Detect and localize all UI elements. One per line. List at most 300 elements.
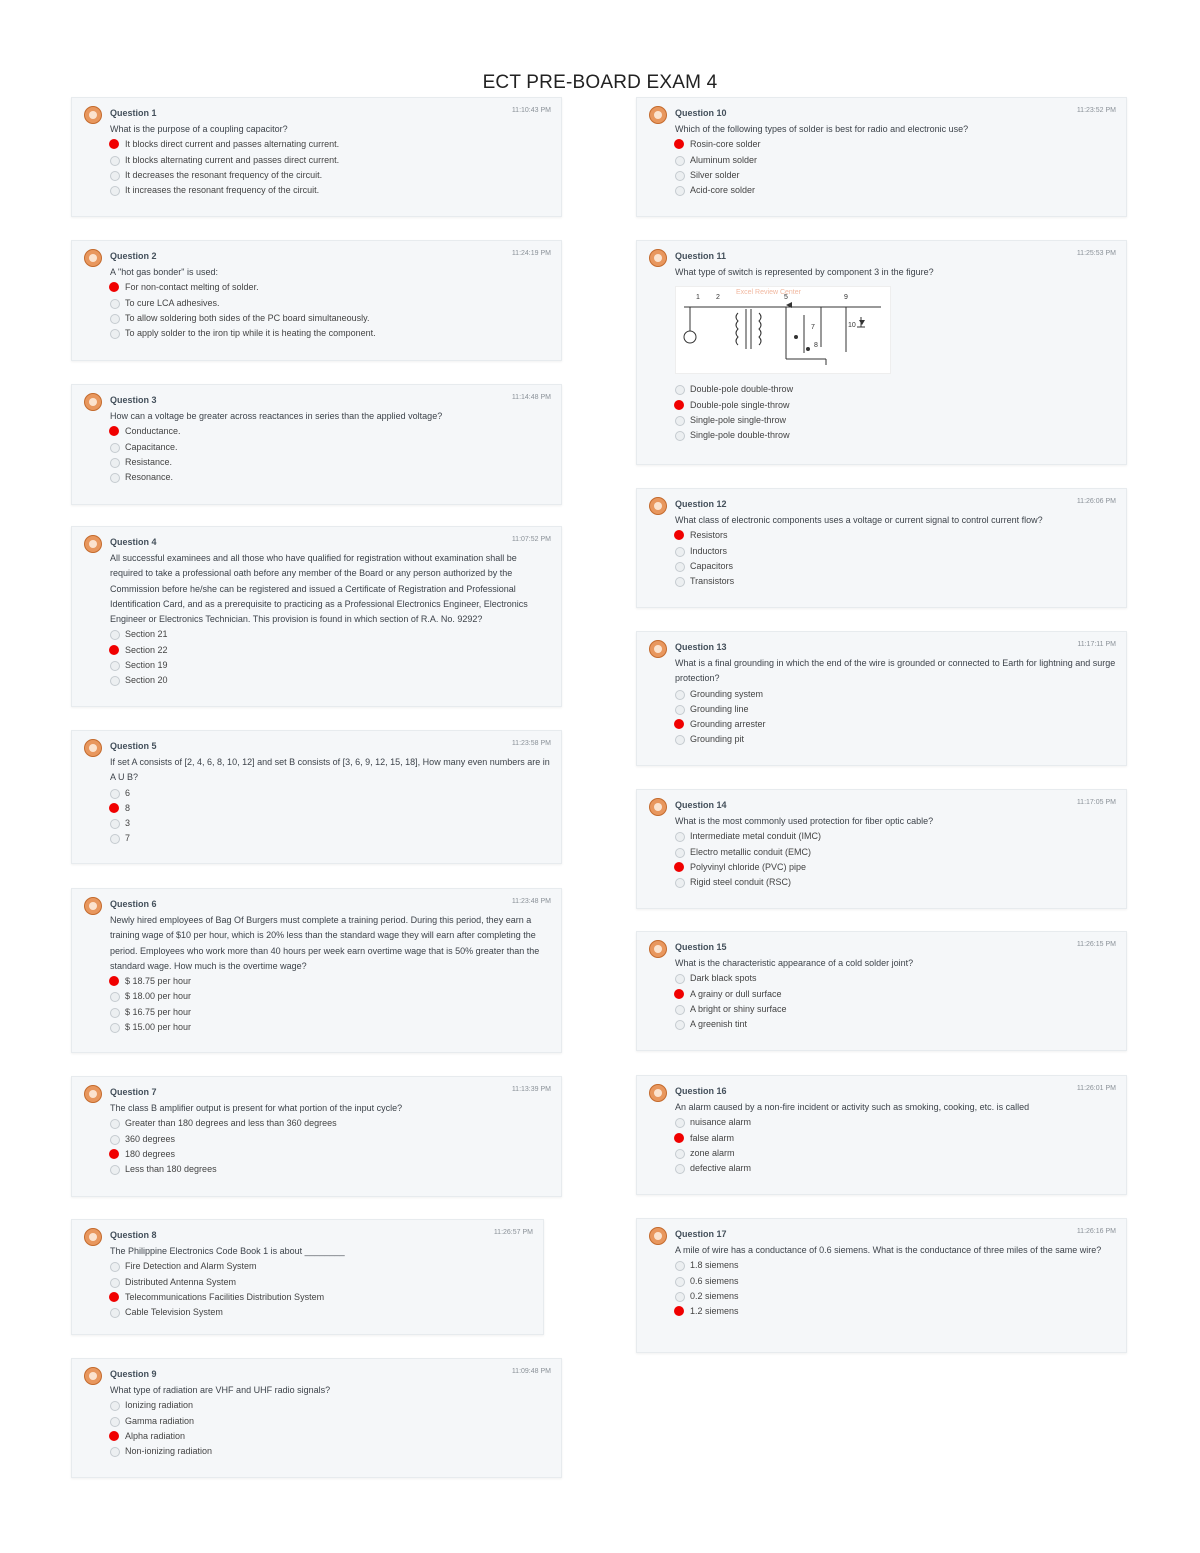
option-label: Transistors [690, 576, 735, 587]
answer-option[interactable] [110, 137, 551, 152]
answer-option[interactable] [110, 831, 551, 846]
radio-icon[interactable] [675, 848, 685, 858]
radio-icon[interactable] [675, 156, 685, 166]
radio-icon[interactable] [675, 416, 685, 426]
option-label: Non-ionizing radiation [125, 1446, 213, 1457]
option-label: Alpha radiation [125, 1430, 186, 1441]
selected-radio-icon[interactable] [674, 400, 684, 410]
question-card [71, 1076, 562, 1197]
question-card [636, 240, 1127, 465]
option-label: Double-pole double-throw [690, 384, 794, 395]
radio-icon[interactable] [675, 690, 685, 700]
answer-option[interactable] [675, 845, 1116, 860]
avatar [649, 249, 667, 267]
answer-option[interactable] [675, 1161, 1116, 1176]
question-timestamp: 11:10:43 PM [511, 107, 551, 114]
question-header [84, 1366, 551, 1382]
radio-icon[interactable] [675, 1005, 685, 1015]
answer-option[interactable] [110, 1414, 551, 1429]
options-list [110, 280, 551, 341]
option-label: defective alarm [690, 1163, 752, 1174]
page-title: ECT PRE-BOARD EXAM 4 [482, 72, 718, 93]
answer-option[interactable] [110, 326, 551, 341]
question-timestamp: 11:09:48 PM [511, 1368, 551, 1375]
option-label: Gamma radiation [125, 1415, 195, 1426]
answer-option[interactable] [110, 183, 551, 198]
circuit-diagram [676, 287, 888, 371]
answer-option[interactable] [110, 1259, 533, 1274]
option-label: Grounding pit [690, 734, 745, 745]
selected-radio-icon[interactable] [674, 139, 684, 149]
answer-option[interactable] [110, 311, 551, 326]
option-label: It increases the resonant frequency of the circuit. [125, 185, 320, 196]
answer-option[interactable] [110, 1275, 533, 1290]
answer-option[interactable] [675, 1304, 1116, 1319]
option-label: Capacitors [690, 560, 734, 571]
option-label: Silver solder [690, 169, 740, 180]
question-text: How can a voltage be greater across reactances in series than the applied voltage? [110, 411, 443, 421]
option-label: Conductance. [125, 426, 181, 437]
radio-icon[interactable] [110, 1023, 120, 1033]
question-label: Question 15 [675, 942, 727, 952]
answer-option[interactable] [675, 860, 1116, 875]
answer-option[interactable] [110, 153, 551, 168]
question-label: Question 10 [675, 108, 727, 118]
option-label: zone alarm [690, 1147, 735, 1158]
radio-icon[interactable] [675, 974, 685, 984]
radio-icon[interactable] [110, 299, 120, 309]
answer-option[interactable] [675, 382, 1116, 397]
selected-radio-icon[interactable] [109, 645, 119, 655]
option-label: 6 [125, 787, 131, 798]
answer-option[interactable] [675, 687, 1116, 702]
radio-icon[interactable] [110, 1417, 120, 1427]
answer-option[interactable] [110, 470, 551, 485]
question-label: Question 11 [675, 251, 727, 261]
answer-option[interactable] [675, 1017, 1116, 1032]
question-label: Question 13 [675, 642, 727, 652]
radio-icon[interactable] [110, 630, 120, 640]
radio-icon[interactable] [675, 186, 685, 196]
selected-radio-icon[interactable] [109, 139, 119, 149]
radio-icon[interactable] [675, 705, 685, 715]
answer-option[interactable] [675, 398, 1116, 413]
option-label: Resonance. [125, 472, 174, 483]
answer-option[interactable] [675, 183, 1116, 198]
question-card [71, 240, 562, 361]
option-label: Distributed Antenna System [125, 1276, 237, 1287]
option-label: Section 20 [125, 675, 168, 686]
question-label: Question 17 [675, 1229, 727, 1239]
options-list [675, 1115, 1116, 1176]
answer-option[interactable] [675, 971, 1116, 986]
question-timestamp: 11:23:48 PM [511, 898, 551, 905]
answer-option[interactable] [675, 1002, 1116, 1017]
radio-icon[interactable] [110, 1165, 120, 1175]
option-label: Greater than 180 degrees and less than 360 degrees [125, 1118, 337, 1129]
avatar [84, 1228, 102, 1246]
question-header [649, 248, 1116, 264]
question-card [71, 1358, 562, 1478]
option-label: It blocks alternating current and passes direct current. [125, 154, 340, 165]
selected-radio-icon[interactable] [674, 719, 684, 729]
answer-option[interactable] [110, 168, 551, 183]
question-text: What is the characteristic appearance of a cold solder joint? [675, 958, 914, 968]
radio-icon[interactable] [675, 1292, 685, 1302]
radio-icon[interactable] [675, 385, 685, 395]
selected-radio-icon[interactable] [674, 862, 684, 872]
question-header [649, 1226, 1116, 1242]
question-header [84, 392, 551, 408]
radio-icon[interactable] [110, 819, 120, 829]
option-label: Ionizing radiation [125, 1400, 194, 1411]
radio-icon[interactable] [675, 577, 685, 587]
question-card [636, 97, 1127, 217]
radio-icon[interactable] [675, 878, 685, 888]
answer-option[interactable] [675, 559, 1116, 574]
question-header [649, 939, 1116, 955]
question-text: What is a final grounding in which the end of the wire is grounded or connected to Earth for lightning and surge protection? [675, 658, 1116, 684]
avatar [84, 535, 102, 553]
radio-icon[interactable] [675, 1149, 685, 1159]
answer-option[interactable] [110, 1162, 551, 1177]
selected-radio-icon[interactable] [109, 1149, 119, 1159]
question-text: What is the purpose of a coupling capacitor? [110, 124, 288, 134]
question-timestamp: 11:24:19 PM [511, 250, 551, 257]
svg-text:9: 9 [844, 294, 848, 302]
question-timestamp: 11:23:52 PM [1076, 107, 1116, 114]
question-card [71, 97, 562, 217]
answer-option[interactable] [675, 987, 1116, 1002]
answer-option[interactable] [110, 673, 551, 688]
question-header [84, 896, 551, 912]
option-label: Dark black spots [690, 973, 757, 984]
question-card [636, 789, 1127, 909]
answer-option[interactable] [675, 544, 1116, 559]
question-label: Question 2 [110, 251, 157, 261]
avatar [649, 940, 667, 958]
question-card [71, 384, 562, 505]
option-label: Resistors [690, 530, 728, 541]
selected-radio-icon[interactable] [109, 1292, 119, 1302]
question-header [84, 738, 551, 754]
question-label: Question 5 [110, 741, 157, 751]
selected-radio-icon[interactable] [109, 1431, 119, 1441]
answer-option[interactable] [110, 424, 551, 439]
question-label: Question 3 [110, 395, 157, 405]
question-header [84, 1084, 551, 1100]
svg-text:10: 10 [848, 322, 856, 330]
options-list [675, 137, 1116, 198]
answer-option[interactable] [110, 1398, 551, 1413]
option-label: To cure LCA adhesives. [125, 297, 220, 308]
question-label: Question 1 [110, 108, 157, 118]
figure-watermark: Excel Review Center [736, 289, 801, 297]
question-header [84, 534, 551, 550]
answer-option[interactable] [110, 1116, 551, 1131]
answer-option[interactable] [110, 1020, 551, 1035]
question-header [84, 248, 551, 264]
option-label: A greenish tint [690, 1019, 748, 1030]
question-card [71, 730, 562, 864]
radio-icon[interactable] [675, 431, 685, 441]
option-label: 1.2 siemens [690, 1306, 739, 1317]
answer-option[interactable] [110, 801, 551, 816]
radio-icon[interactable] [110, 1135, 120, 1145]
option-label: Polyvinyl chloride (PVC) pipe [690, 861, 807, 872]
question-timestamp: 11:26:06 PM [1076, 498, 1116, 505]
answer-option[interactable] [675, 732, 1116, 747]
answer-option[interactable] [110, 974, 551, 989]
options-list [675, 382, 1116, 443]
radio-icon[interactable] [675, 1261, 685, 1271]
answer-option[interactable] [110, 1305, 533, 1320]
answer-option[interactable] [110, 1147, 551, 1162]
question-card [636, 931, 1127, 1051]
answer-option[interactable] [110, 1005, 551, 1020]
selected-radio-icon[interactable] [109, 976, 119, 986]
avatar [84, 739, 102, 757]
question-header [84, 105, 551, 121]
circuit-figure [675, 286, 891, 374]
answer-option[interactable] [110, 1444, 551, 1459]
radio-icon[interactable] [110, 789, 120, 799]
answer-option[interactable] [675, 717, 1116, 732]
question-card [636, 488, 1127, 608]
question-text: What type of radiation are VHF and UHF radio signals? [110, 1385, 331, 1395]
question-label: Question 8 [110, 1230, 157, 1240]
radio-icon[interactable] [110, 1447, 120, 1457]
options-list [110, 974, 551, 1035]
radio-icon[interactable] [675, 171, 685, 181]
radio-icon[interactable] [110, 1278, 120, 1288]
radio-icon[interactable] [675, 1277, 685, 1287]
answer-option[interactable] [675, 528, 1116, 543]
selected-radio-icon[interactable] [109, 803, 119, 813]
option-label: Fire Detection and Alarm System [125, 1261, 257, 1272]
option-label: 0.2 siemens [690, 1290, 739, 1301]
answer-option[interactable] [675, 702, 1116, 717]
radio-icon[interactable] [110, 458, 120, 468]
radio-icon[interactable] [110, 1008, 120, 1018]
options-list [675, 1258, 1116, 1319]
question-label: Question 14 [675, 800, 727, 810]
question-timestamp: 11:23:58 PM [511, 740, 551, 747]
options-list [675, 687, 1116, 748]
radio-icon[interactable] [675, 1020, 685, 1030]
question-text: Which of the following types of solder is best for radio and electronic use? [675, 124, 969, 134]
question-text: All successful examinees and all those who have qualified for registration without examination shall be required to take a professional oath before any member of the Board or any person authorized by the Commission before he/she can be registered and issued a Certificate of Registration and Professional Identification Card, and as a prerequisite to practicing as a Professional Electronics Engineer, Electronics Engineer or Electronics Technician. This provision is found in which section of R.A. No. 9292? [110, 553, 528, 625]
radio-icon[interactable] [110, 1308, 120, 1318]
answer-option[interactable] [675, 1115, 1116, 1130]
option-label: Grounding line [690, 703, 749, 714]
question-header [649, 105, 1116, 121]
question-card [71, 888, 562, 1053]
option-label: Cable Television System [125, 1307, 223, 1318]
answer-option[interactable] [675, 1258, 1116, 1273]
avatar [649, 640, 667, 658]
option-label: A grainy or dull surface [690, 988, 782, 999]
radio-icon[interactable] [110, 473, 120, 483]
avatar [649, 497, 667, 515]
option-label: 180 degrees [125, 1148, 176, 1159]
options-list [110, 627, 551, 688]
options-list [110, 137, 551, 198]
answer-option[interactable] [675, 574, 1116, 589]
avatar [84, 897, 102, 915]
option-label: Rosin-core solder [690, 139, 761, 150]
radio-icon[interactable] [675, 1118, 685, 1128]
question-timestamp: 11:25:53 PM [1076, 250, 1116, 257]
option-label: nuisance alarm [690, 1117, 752, 1128]
avatar [84, 393, 102, 411]
answer-option[interactable] [675, 428, 1116, 443]
question-label: Question 9 [110, 1369, 157, 1379]
question-header [84, 1227, 533, 1243]
answer-option[interactable] [110, 1132, 551, 1147]
question-text: What class of electronic components uses a voltage or current signal to control current flow? [675, 515, 1043, 525]
question-header [649, 1083, 1116, 1099]
radio-icon[interactable] [110, 314, 120, 324]
options-list [675, 971, 1116, 1032]
option-label: Grounding system [690, 688, 764, 699]
answer-option[interactable] [110, 440, 551, 455]
options-list [675, 528, 1116, 589]
selected-radio-icon[interactable] [109, 282, 119, 292]
selected-radio-icon[interactable] [674, 1133, 684, 1143]
answer-option[interactable] [675, 829, 1116, 844]
option-label: 0.6 siemens [690, 1275, 739, 1286]
avatar [84, 106, 102, 124]
question-timestamp: 11:17:05 PM [1076, 799, 1116, 806]
selected-radio-icon[interactable] [109, 426, 119, 436]
svg-text:5: 5 [784, 294, 788, 302]
question-label: Question 16 [675, 1086, 727, 1096]
avatar [649, 798, 667, 816]
option-label: Grounding arrester [690, 719, 766, 730]
answer-option[interactable] [110, 1429, 551, 1444]
question-timestamp: 11:26:16 PM [1076, 1228, 1116, 1235]
radio-icon[interactable] [110, 443, 120, 453]
answer-option[interactable] [675, 153, 1116, 168]
answer-option[interactable] [110, 280, 551, 295]
answer-option[interactable] [110, 627, 551, 642]
answer-option[interactable] [110, 658, 551, 673]
option-label: Intermediate metal conduit (IMC) [690, 831, 822, 842]
radio-icon[interactable] [110, 329, 120, 339]
answer-option[interactable] [675, 1146, 1116, 1161]
avatar [649, 1227, 667, 1245]
radio-icon[interactable] [110, 1119, 120, 1129]
answer-option[interactable] [675, 875, 1116, 890]
option-label: Capacitance. [125, 441, 178, 452]
options-list [110, 424, 551, 485]
svg-text:2: 2 [716, 294, 720, 302]
radio-icon[interactable] [675, 832, 685, 842]
answer-option[interactable] [110, 786, 551, 801]
option-label: $ 18.00 per hour [125, 991, 192, 1002]
selected-radio-icon[interactable] [674, 989, 684, 999]
option-label: Acid-core solder [690, 185, 756, 196]
radio-icon[interactable] [110, 1401, 120, 1411]
svg-text:7: 7 [811, 324, 815, 332]
option-label: Section 19 [125, 660, 168, 671]
option-label: Inductors [690, 545, 728, 556]
question-timestamp: 11:14:48 PM [511, 394, 551, 401]
question-card [636, 1218, 1127, 1353]
selected-radio-icon[interactable] [674, 1306, 684, 1316]
answer-option[interactable] [675, 1274, 1116, 1289]
option-label: It blocks direct current and passes alternating current. [125, 139, 340, 150]
radio-icon[interactable] [110, 156, 120, 166]
radio-icon[interactable] [675, 1164, 685, 1174]
answer-option[interactable] [110, 1290, 533, 1305]
question-text: If set A consists of [2, 4, 6, 8, 10, 12] and set B consists of [3, 6, 9, 12, 15, 18], How many even numbers are in A U B? [110, 757, 550, 783]
option-label: Section 21 [125, 629, 168, 640]
radio-icon[interactable] [110, 186, 120, 196]
answer-option[interactable] [110, 816, 551, 831]
answer-option[interactable] [675, 413, 1116, 428]
answer-option[interactable] [110, 989, 551, 1004]
answer-option[interactable] [110, 455, 551, 470]
radio-icon[interactable] [110, 834, 120, 844]
radio-icon[interactable] [110, 1262, 120, 1272]
radio-icon[interactable] [110, 676, 120, 686]
question-label: Question 4 [110, 537, 157, 547]
radio-icon[interactable] [675, 547, 685, 557]
selected-radio-icon[interactable] [674, 530, 684, 540]
options-list [110, 1116, 551, 1177]
answer-option[interactable] [675, 168, 1116, 183]
question-text: The Philippine Electronics Code Book 1 is about ________ [110, 1246, 345, 1256]
question-timestamp: 11:17:11 PM [1077, 641, 1116, 648]
question-timestamp: 11:07:52 PM [511, 536, 551, 543]
option-label: Section 22 [125, 644, 168, 655]
radio-icon[interactable] [675, 735, 685, 745]
options-list [110, 786, 551, 847]
answer-option[interactable] [675, 137, 1116, 152]
radio-icon[interactable] [110, 992, 120, 1002]
question-text: Newly hired employees of Bag Of Burgers must complete a training period. During this period, they earn a training wage of $10 per hour, which is 20% less than the standard wage they will earn after completing the period. Employees who work more than 40 hours per week earn overtime wage that is 50% greater than the standard wage. How much is the overtime wage? [110, 915, 540, 971]
avatar [649, 106, 667, 124]
option-label: $ 15.00 per hour [125, 1022, 192, 1033]
question-timestamp: 11:26:15 PM [1076, 941, 1116, 948]
option-label: Electro metallic conduit (EMC) [690, 846, 812, 857]
avatar [649, 1084, 667, 1102]
answer-option[interactable] [110, 296, 551, 311]
question-text: A mile of wire has a conductance of 0.6 siemens. What is the conductance of three miles of the same wire? [675, 1245, 1102, 1255]
radio-icon[interactable] [110, 171, 120, 181]
option-label: 7 [125, 833, 131, 844]
answer-option[interactable] [110, 643, 551, 658]
option-label: A bright or shiny surface [690, 1003, 787, 1014]
option-label: It decreases the resonant frequency of the circuit. [125, 169, 323, 180]
option-label: Resistance. [125, 456, 173, 467]
svg-text:1: 1 [696, 294, 700, 302]
avatar [84, 1367, 102, 1385]
radio-icon[interactable] [110, 661, 120, 671]
option-label: 1.8 siemens [690, 1260, 739, 1271]
question-card [71, 1219, 544, 1335]
option-label: Less than 180 degrees [125, 1164, 217, 1175]
option-label: false alarm [690, 1132, 735, 1143]
options-list [675, 829, 1116, 890]
question-text: An alarm caused by a non-fire incident or activity such as smoking, cooking, etc. is called [675, 1102, 1030, 1112]
answer-option[interactable] [675, 1131, 1116, 1146]
radio-icon[interactable] [675, 562, 685, 572]
question-text: The class B amplifier output is present for what portion of the input cycle? [110, 1103, 403, 1113]
answer-option[interactable] [675, 1289, 1116, 1304]
